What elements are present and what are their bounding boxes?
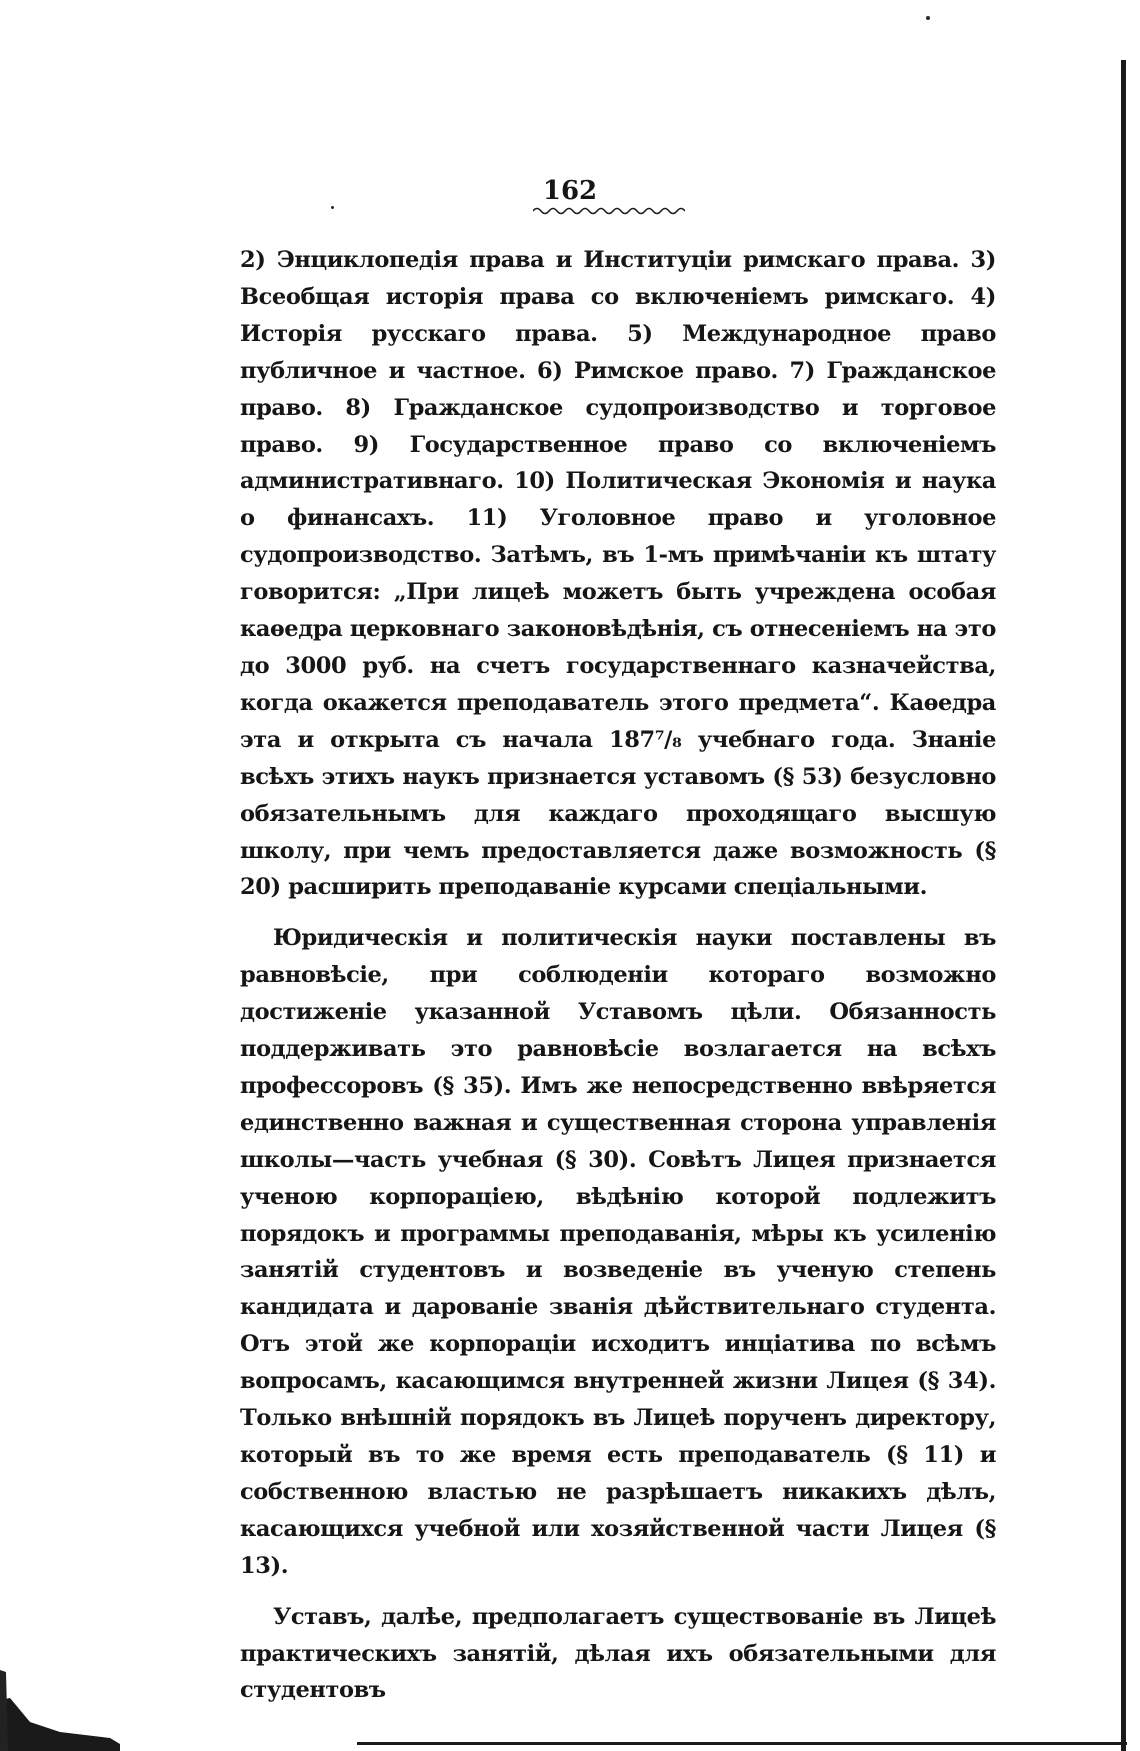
paragraph-juridical-sciences: Юридическія и политическія науки поставлены въ равновѣсіе, при соблюденіи котораго возможно достиженіе указанной Уставомъ цѣли. Обязанность поддерживать это равновѣсіе возлагается на всѣхъ профессоровъ (§ 35). Имъ же непосредственно ввѣряется единственно важная и существенная сторона управленія школы—часть учебная (§ 30). Совѣтъ Лицея признается ученою корпораціею, вѣдѣнію которой подлежитъ порядокъ и программы преподаванія, мѣры къ усиленію занятій студентовъ и возведеніе въ ученую степень кандидата и дарованіе званія дѣйствительнаго студента. Отъ этой же корпораціи исходитъ инціатива по всѣмъ вопросамъ, касающимся внутренней жизни Лицея (§ 34). Только внѣшній порядокъ въ Лицеѣ порученъ директору, который въ то же время есть преподаватель (§ 11) и собственною властью не разрѣшаетъ никакихъ дѣлъ, касающихся учебной или хозяйственной части Лицея (§ 13). (240, 925, 996, 1579)
scan-speck (926, 16, 930, 20)
paragraph-practical-studies: Уставъ, далѣе, предполагаетъ существованіе въ Лицеѣ практическихъ занятій, дѣлая ихъ обязательными для студентовъ (240, 1603, 996, 1704)
wavy-rule-ornament-icon (533, 206, 685, 216)
page-number: 162 (542, 176, 598, 206)
scan-speck (331, 206, 334, 209)
scan-right-edge (1121, 60, 1126, 1751)
paragraph-continued: 2) Энциклопедія права и Институціи римскаго права. 3) Всеобщая исторія права со включеніемъ римскаго. 4) Исторія русскаго права. 5) Международное право публичное и частное. 6) Римское право. 7) Гражданское право. 8) Гражданское судопроизводство и торговое право. 9) Государственное право со включеніемъ административнаго. 10) Политическая Экономія и наука о финансахъ. 11) Уголовное право и уголовное судопроизводство. Затѣмъ, въ 1-мъ примѣчаніи къ штату говорится: „При лицеѣ можетъ быть учреждена особая каѳедра церковнаго законовѣдѣнія, съ отнесеніемъ на это до 3000 руб. на счетъ государственнаго казначейства, когда окажется преподаватель этого предмета“. Каѳедра эта и открыта съ начала 187⁷/₈ учебнаго года. Знаніе всѣхъ этихъ наукъ признается уставомъ (§ 53) безусловно обязательнымъ для каждаго проходящаго высшую школу, при чемъ предоставляется даже возможность (§ 20) расширить преподаваніе курсами спеціальными. (240, 247, 996, 901)
scan-bottom-edge (357, 1742, 1127, 1745)
body-text (240, 242, 996, 1709)
scan-corner-shadow (0, 1640, 120, 1751)
